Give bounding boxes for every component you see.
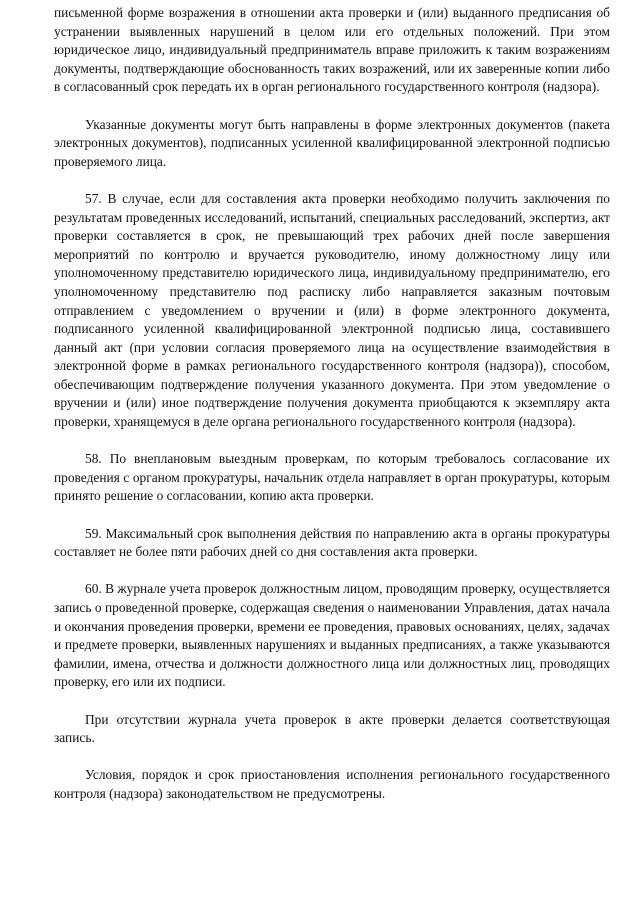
paragraph-60: 60. В журнале учета проверок должностным лицом, проводящим проверку, осуществляется запись о проведенной проверке, содержащая сведения о наименовании Управления, датах начала и окончания проведения проверки, времени ее проведения, правовых основаниях, целях, задачах и предмете проверки, выявленных нарушениях и выданных предписаниях, а также указываются фамилии, имена, отчества и должности должностного лица или должностных лиц, проводящих проверку, его или их подписи. [54,581,610,690]
document-body [54,4,610,822]
paragraph-no-journal: При отсутствии журнала учета проверок в акте проверки делается соответствующая запись. [54,711,610,746]
paragraph-58: 58. По внеплановым выездным проверкам, по которым требовалось согласование их проведения с органом прокуратуры, начальник отдела направляет в орган прокуратуры, которым принято решение о согласовании, копию акта проверки. [54,451,610,504]
paragraph-electronic-documents: Указанные документы могут быть направлены в форме электронных документов (пакета электронных документов), подписанных усиленной квалифицированной электронной подписью проверяемого лица. [54,116,610,169]
paragraph-59: 59. Максимальный срок выполнения действия по направлению акта в органы прокуратуры составляет не более пяти рабочих дней со дня составления акта проверки. [54,525,610,560]
paragraph-57: 57. В случае, если для составления акта проверки необходимо получить заключения по результатам проведенных исследований, испытаний, специальных расследований, экспертиз, акт проверки составляется в срок, не превышающий трех рабочих дней после завершения мероприятий по контролю и вручается руководителю, иному должностному лицу или уполномоченному представителю юридического лица, индивидуальному предпринимателю, его уполномоченному представителю под расписку либо направляется заказным почтовым отправлением с уведомлением о вручении и (или) в форме электронного документа, подписанного усиленной квалифицированной электронной подписью лица, составившего данный акт (при условии согласия проверяемого лица на осуществление взаимодействия в электронной форме в рамках регионального государственного контроля (надзора)), способом, обеспечивающим подтверждение получения указанного документа. При этом уведомление о вручении и (или) иное подтверждение получения документа приобщаются к экземпляру акта проверки, хранящемуся в деле органа регионального государственного контроля (надзора). [54,190,610,430]
paragraph-suspension-conditions: Условия, порядок и срок приостановления исполнения регионального государственного контроля (надзора) законодательством не предусмотрены. [54,767,610,801]
paragraph-objection-continuation: письменной форме возражения в отношении акта проверки и (или) выданного предписания об устранении выявленных нарушений в целом или его отдельных положений. При этом юридическое лицо, индивидуальный предприниматель вправе приложить к таким возражениям документы, подтверждающие обоснованность таких возражений, или их заверенные копии либо в согласованный срок передать их в орган регионального государственного контроля (надзора). [54,5,610,95]
